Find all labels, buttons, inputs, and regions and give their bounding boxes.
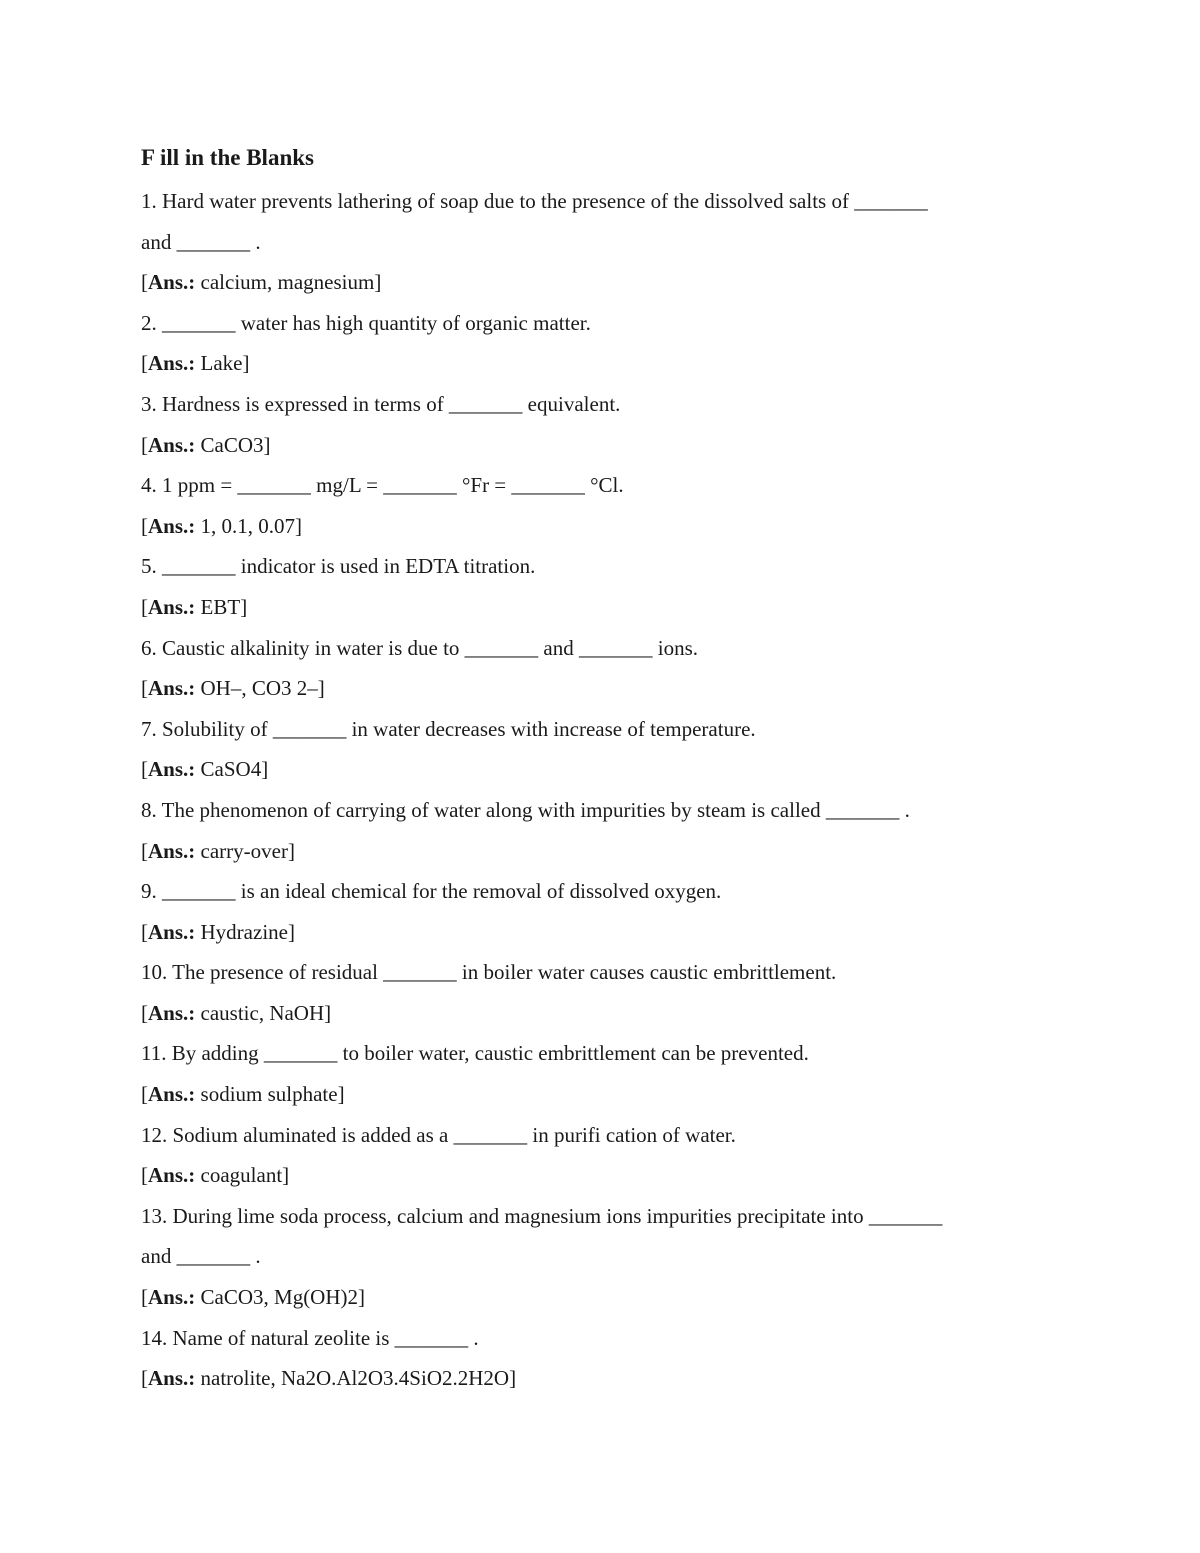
answer-open-bracket: [ <box>141 270 148 295</box>
answer-value: coagulant <box>200 1163 283 1188</box>
answer-open-bracket: [ <box>141 513 148 538</box>
question-line: 2. _______ water has high quantity of organic matter. <box>141 310 591 335</box>
question-line: 13. During lime soda process, calcium and magnesium ions impurities precipitate into _______ <box>141 1203 943 1228</box>
question-line: 3. Hardness is expressed in terms of _______ equivalent. <box>141 391 621 416</box>
answer-value: Lake <box>200 351 243 376</box>
answer-label: Ans.: <box>148 919 196 944</box>
answer-value: CaCO3, Mg(OH)2 <box>200 1285 359 1310</box>
answer-label: Ans.: <box>148 1285 196 1310</box>
answer-value: CaSO4 <box>200 757 262 782</box>
answer-close-bracket: ] <box>263 432 271 457</box>
answer-open-bracket: [ <box>141 432 148 457</box>
answer-line <box>141 262 1061 303</box>
answer-value: OH–, CO3 2– <box>200 676 318 701</box>
question-line: 7. Solubility of _______ in water decreases with increase of temperature. <box>141 716 756 741</box>
question-line: 6. Caustic alkalinity in water is due to _______ and _______ ions. <box>141 635 699 660</box>
answer-close-bracket: ] <box>374 270 382 295</box>
answer-label: Ans.: <box>148 676 196 701</box>
answer-line <box>141 749 1061 790</box>
answer-value: carry-over <box>200 838 288 863</box>
question-line: 8. The phenomenon of carrying of water along with impurities by steam is called _______ . <box>141 797 910 822</box>
question-line: 5. _______ indicator is used in EDTA titration. <box>141 554 536 579</box>
answer-open-bracket: [ <box>141 594 148 619</box>
answer-label: Ans.: <box>148 838 196 863</box>
answer-label: Ans.: <box>148 1082 196 1107</box>
answer-label: Ans.: <box>148 1366 196 1391</box>
answer-label: Ans.: <box>148 757 196 782</box>
answer-line <box>141 425 1061 466</box>
question-list <box>141 181 1061 1399</box>
answer-close-bracket: ] <box>324 1000 332 1025</box>
answer-close-bracket: ] <box>282 1163 290 1188</box>
answer-open-bracket: [ <box>141 1000 148 1025</box>
answer-label: Ans.: <box>148 513 196 538</box>
answer-close-bracket: ] <box>509 1366 517 1391</box>
answer-open-bracket: [ <box>141 351 148 376</box>
answer-open-bracket: [ <box>141 1163 148 1188</box>
answer-open-bracket: [ <box>141 757 148 782</box>
answer-close-bracket: ] <box>261 757 269 782</box>
answer-line <box>141 912 1061 953</box>
answer-close-bracket: ] <box>337 1082 345 1107</box>
answer-value: Hydrazine <box>200 919 288 944</box>
answer-close-bracket: ] <box>358 1285 366 1310</box>
answer-close-bracket: ] <box>287 919 295 944</box>
answer-line <box>141 993 1061 1034</box>
answer-label: Ans.: <box>148 270 196 295</box>
answer-value: sodium sulphate <box>200 1082 338 1107</box>
answer-close-bracket: ] <box>317 676 325 701</box>
answer-value: calcium, magnesium <box>200 270 375 295</box>
question-line: 11. By adding _______ to boiler water, caustic embrittlement can be prevented. <box>141 1041 809 1066</box>
question-line: and _______ . <box>141 1244 261 1269</box>
answer-line <box>141 668 1061 709</box>
answer-value: natrolite, Na2O.Al2O3.4SiO2.2H2O <box>200 1366 510 1391</box>
answer-value: CaCO3 <box>200 432 264 457</box>
answer-value: caustic, NaOH <box>200 1000 325 1025</box>
answer-close-bracket: ] <box>242 351 250 376</box>
answer-open-bracket: [ <box>141 919 148 944</box>
question-line: 9. _______ is an ideal chemical for the removal of dissolved oxygen. <box>141 879 722 904</box>
answer-value: EBT <box>200 594 241 619</box>
answer-open-bracket: [ <box>141 1366 148 1391</box>
answer-line <box>141 506 1061 547</box>
answer-open-bracket: [ <box>141 1082 148 1107</box>
question-line: 14. Name of natural zeolite is _______ . <box>141 1325 479 1350</box>
question-line: and _______ . <box>141 229 261 254</box>
answer-line <box>141 587 1061 628</box>
answer-label: Ans.: <box>148 594 196 619</box>
document-page <box>141 141 1061 1399</box>
answer-label: Ans.: <box>148 1000 196 1025</box>
answer-line <box>141 343 1061 384</box>
answer-line <box>141 1074 1061 1115</box>
question-line: 1. Hard water prevents lathering of soap due to the presence of the dissolved salts of _______ <box>141 189 928 213</box>
answer-label: Ans.: <box>148 351 196 376</box>
answer-close-bracket: ] <box>295 513 303 538</box>
answer-open-bracket: [ <box>141 676 148 701</box>
answer-line <box>141 831 1061 872</box>
answer-open-bracket: [ <box>141 1285 148 1310</box>
question-line: 10. The presence of residual _______ in boiler water causes caustic embrittlement. <box>141 960 837 985</box>
answer-close-bracket: ] <box>287 838 295 863</box>
answer-line <box>141 1155 1061 1196</box>
answer-open-bracket: [ <box>141 838 148 863</box>
answer-close-bracket: ] <box>240 594 248 619</box>
answer-line <box>141 1358 1061 1399</box>
answer-value: 1, 0.1, 0.07 <box>200 513 296 538</box>
answer-label: Ans.: <box>148 1163 196 1188</box>
answer-label: Ans.: <box>148 432 196 457</box>
answer-line <box>141 1277 1061 1318</box>
question-line: 12. Sodium aluminated is added as a _______ in purifi cation of water. <box>141 1122 736 1147</box>
question-line: 4. 1 ppm = _______ mg/L = _______ °Fr = _______ °Cl. <box>141 473 624 498</box>
page-title: F ill in the Blanks <box>141 145 314 170</box>
